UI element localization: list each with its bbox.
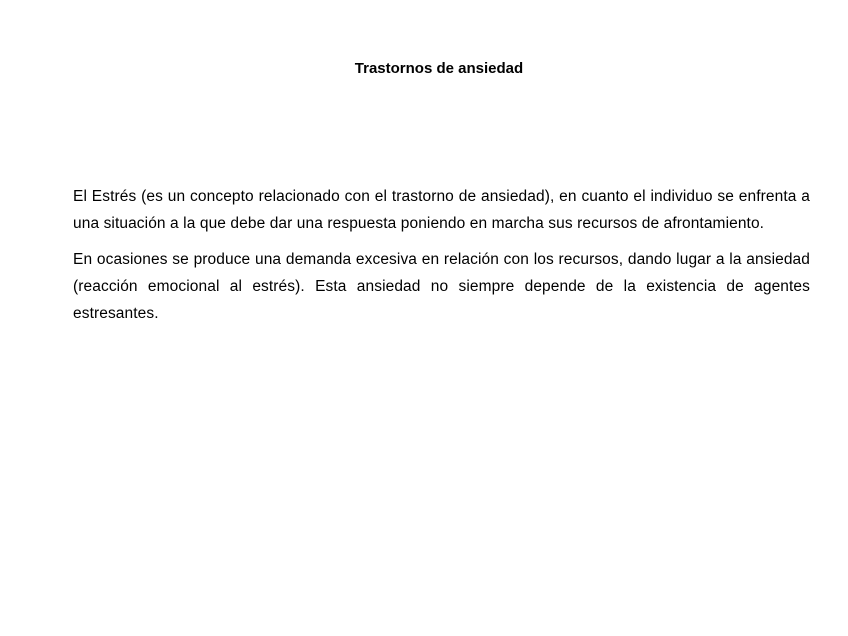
document-title: Trastornos de ansiedad — [354, 60, 524, 77]
document-body — [73, 183, 810, 336]
paragraph-stress-definition: El Estrés (es un concepto relacionado con el trastorno de ansiedad), en cuanto el individuo se enfrenta a una situación a la que debe dar una respuesta poniendo en marcha sus recursos de afrontamiento. — [73, 188, 810, 232]
paragraph-anxiety-demand: En ocasiones se produce una demanda excesiva en relación con los recursos, dando lugar a la ansiedad (reacción emocional al estrés). Esta ansiedad no siempre depende de la existencia de agentes estresantes. — [73, 251, 810, 322]
